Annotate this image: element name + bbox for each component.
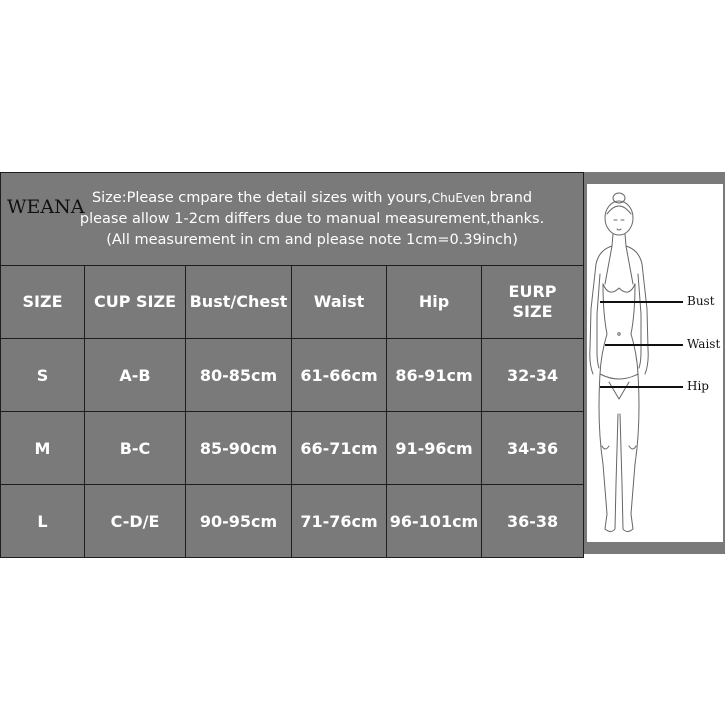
note-line-1: Size:Please cmpare the detail sizes with yours,ChuEven brand xyxy=(91,189,533,206)
hip-label: Hip xyxy=(687,379,709,393)
note-line-2: please allow 1-2cm differs due to manual measurement,thanks. xyxy=(79,210,545,227)
waist-label: Waist xyxy=(687,337,721,351)
figure-panel xyxy=(583,172,725,554)
cell-cup-size: C-D/E xyxy=(85,485,186,558)
cell-bust: 80-85cm xyxy=(186,339,292,412)
table-row xyxy=(1,339,584,412)
brand-logo: WEANA xyxy=(7,196,85,218)
cell-size: L xyxy=(1,485,85,558)
table-row xyxy=(1,485,584,558)
cell-eurp-size: 34-36 xyxy=(482,412,584,485)
size-chart xyxy=(0,172,725,554)
cell-waist: 61-66cm xyxy=(292,339,387,412)
size-table xyxy=(0,172,584,558)
header-hip: Hip xyxy=(387,266,482,339)
header-size: SIZE xyxy=(1,266,85,339)
note-line-3: (All measurement in cm and please note 1cm=0.39inch) xyxy=(106,231,518,248)
cell-cup-size: B-C xyxy=(85,412,186,485)
body-outline-illustration xyxy=(587,184,723,542)
header-bust-chest: Bust/Chest xyxy=(186,266,292,339)
note-text xyxy=(21,188,584,251)
cell-hip: 86-91cm xyxy=(387,339,482,412)
cell-hip: 91-96cm xyxy=(387,412,482,485)
body-figure xyxy=(587,184,723,542)
cell-size: M xyxy=(1,412,85,485)
cell-eurp-size: 32-34 xyxy=(482,339,584,412)
note-cell xyxy=(1,173,584,266)
bust-label: Bust xyxy=(687,294,715,308)
cell-bust: 90-95cm xyxy=(186,485,292,558)
header-waist: Waist xyxy=(292,266,387,339)
cell-eurp-size: 36-38 xyxy=(482,485,584,558)
cell-cup-size: A-B xyxy=(85,339,186,412)
cell-waist: 66-71cm xyxy=(292,412,387,485)
table-row xyxy=(1,412,584,485)
cell-hip: 96-101cm xyxy=(387,485,482,558)
header-cup-size: CUP SIZE xyxy=(85,266,186,339)
cell-waist: 71-76cm xyxy=(292,485,387,558)
header-row xyxy=(1,266,584,339)
cell-size: S xyxy=(1,339,85,412)
cell-bust: 85-90cm xyxy=(186,412,292,485)
header-eurp-size: EURP SIZE xyxy=(482,266,584,339)
